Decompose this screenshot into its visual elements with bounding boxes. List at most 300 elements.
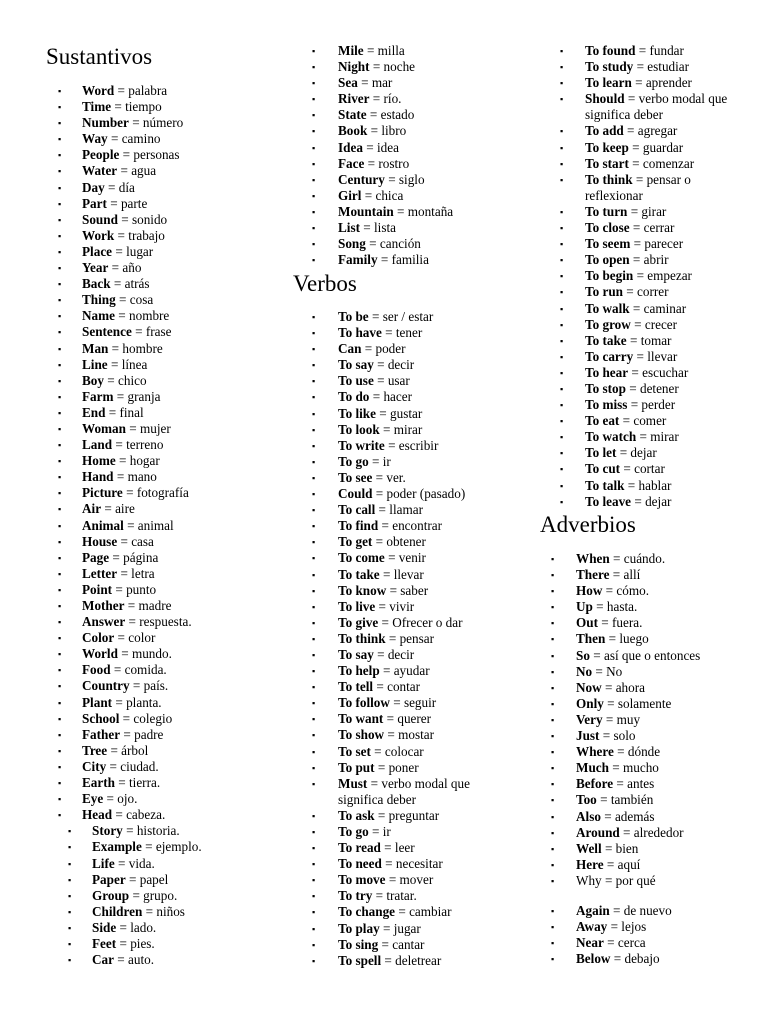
english-term: To use <box>338 373 374 389</box>
spanish-meaning: empezar <box>647 268 692 284</box>
english-term: Part <box>82 195 107 211</box>
equals-sign: = <box>625 380 640 396</box>
bullet-icon: ▪ <box>551 905 555 916</box>
vocab-entry <box>312 373 498 389</box>
spanish-meaning: montaña <box>407 203 454 219</box>
bullet-icon: ▪ <box>560 158 564 169</box>
equals-sign: = <box>607 919 622 935</box>
spanish-meaning: llevar <box>647 348 678 364</box>
bullet-icon: ▪ <box>312 408 316 419</box>
english-term: To know <box>338 582 387 598</box>
bullet-icon: ▪ <box>58 214 62 225</box>
english-term: Farm <box>82 388 114 404</box>
spanish-meaning: color <box>128 630 156 646</box>
spanish-meaning: ver. <box>386 469 406 485</box>
bullet-icon: ▪ <box>58 568 62 579</box>
vocab-entry <box>58 501 202 517</box>
bullet-icon: ▪ <box>560 287 564 298</box>
english-term: Color <box>82 630 115 646</box>
vocab-entry <box>58 163 202 179</box>
vocab-entry <box>560 268 735 284</box>
equals-sign: = <box>120 726 135 742</box>
equals-sign: = <box>368 824 383 839</box>
spanish-meaning: detener <box>639 380 679 396</box>
equals-sign: = <box>384 727 399 743</box>
spanish-meaning: dejar <box>630 445 657 461</box>
equals-sign: = <box>114 630 129 646</box>
equals-sign: = <box>610 951 625 967</box>
vocab-entry <box>58 807 202 823</box>
vocab-entry <box>560 204 735 220</box>
vocab-entry <box>551 744 700 760</box>
equals-sign: = <box>363 43 378 58</box>
vocab-entry <box>312 615 498 631</box>
equals-sign: = <box>107 131 122 147</box>
spanish-meaning: aire <box>115 501 135 517</box>
bullet-icon: ▪ <box>551 827 555 838</box>
equals-sign: = <box>380 840 395 856</box>
bullet-icon: ▪ <box>312 62 316 73</box>
vocab-entry <box>312 888 498 904</box>
bullet-icon: ▪ <box>58 230 62 241</box>
bullet-icon: ▪ <box>68 955 72 966</box>
equals-sign: = <box>112 694 127 710</box>
vocab-entry <box>312 341 498 357</box>
bullet-icon: ▪ <box>551 859 555 870</box>
spanish-meaning: cerrar <box>643 220 675 236</box>
spanish-meaning: estudiar <box>647 59 690 75</box>
english-term: To show <box>338 727 385 743</box>
spanish-meaning: siglo <box>398 171 425 187</box>
bullet-icon: ▪ <box>312 859 316 870</box>
equals-sign: = <box>596 792 611 808</box>
english-term: To talk <box>585 477 625 493</box>
equals-sign: = <box>369 389 384 405</box>
spanish-meaning: bien <box>615 840 639 856</box>
english-term: To learn <box>585 75 632 91</box>
equals-sign: = <box>368 453 383 469</box>
spanish-meaning: cómo. <box>616 583 650 599</box>
english-term: To try <box>338 888 373 904</box>
spanish-meaning: muy <box>616 711 641 727</box>
vocab-entry <box>312 840 498 856</box>
bullet-icon: ▪ <box>551 650 555 661</box>
vocab-entry <box>58 904 202 920</box>
spanish-meaning: palabra <box>128 83 168 98</box>
vocab-entry <box>58 614 202 630</box>
bullet-icon: ▪ <box>58 86 62 96</box>
english-term: To carry <box>585 348 634 364</box>
vocab-entry <box>312 921 498 937</box>
equals-sign: = <box>635 43 650 58</box>
bullet-icon: ▪ <box>312 939 316 950</box>
bullet-icon: ▪ <box>551 922 555 933</box>
equals-sign: = <box>627 397 642 413</box>
spanish-meaning: gustar <box>390 405 423 421</box>
vocab-entry <box>312 91 453 107</box>
spanish-meaning: necesitar <box>395 856 443 872</box>
vocab-entry <box>551 857 700 873</box>
bullet-icon: ▪ <box>58 729 62 740</box>
equals-sign: = <box>599 728 614 744</box>
bullet-icon: ▪ <box>551 811 555 822</box>
english-term: To follow <box>338 695 390 711</box>
bullet-icon: ▪ <box>58 279 62 290</box>
english-term: Plant <box>82 694 113 710</box>
vocab-entry <box>312 486 498 502</box>
english-term: Country <box>82 678 130 694</box>
bullet-icon: ▪ <box>68 874 72 885</box>
bullet-icon: ▪ <box>560 223 564 234</box>
equals-sign: = <box>373 357 388 373</box>
vocab-entry <box>58 341 202 357</box>
english-term: Around <box>576 824 620 840</box>
vocab-entry <box>58 405 202 421</box>
spanish-meaning: mano <box>127 469 157 485</box>
bullet-icon: ▪ <box>312 158 316 169</box>
equals-sign: = <box>109 549 124 565</box>
bullet-icon: ▪ <box>58 697 62 708</box>
equals-sign: = <box>601 679 616 695</box>
equals-sign: = <box>106 195 121 211</box>
equals-sign: = <box>367 775 382 791</box>
english-term: There <box>576 567 610 583</box>
bullet-icon: ▪ <box>312 255 316 266</box>
vocab-entry <box>560 413 735 429</box>
english-term: To ask <box>338 807 375 823</box>
vocab-entry <box>560 252 735 268</box>
spanish-meaning: letra <box>131 565 155 581</box>
equals-sign: = <box>378 936 393 952</box>
bullet-icon: ▪ <box>58 359 62 370</box>
equals-sign: = <box>107 356 122 372</box>
spanish-meaning: planta. <box>126 694 162 710</box>
vocab-entry <box>551 919 700 935</box>
equals-sign: = <box>601 840 616 856</box>
spanish-meaning: niños <box>156 903 185 919</box>
spanish-meaning: árbol <box>121 742 149 758</box>
bullet-icon: ▪ <box>312 328 316 339</box>
spanish-meaning: hablar <box>638 477 672 493</box>
equals-sign: = <box>128 115 143 131</box>
spanish-meaning: poner <box>388 759 419 775</box>
bullet-icon: ▪ <box>560 271 564 282</box>
equals-sign: = <box>108 260 123 276</box>
spanish-meaning: verbo modal que significa deber <box>585 91 728 123</box>
equals-sign: = <box>608 760 623 776</box>
english-term: Why <box>576 872 602 888</box>
spanish-meaning: colegio <box>133 710 173 726</box>
vocab-entry <box>312 695 498 711</box>
english-term: Picture <box>82 485 123 501</box>
spanish-meaning: chica <box>375 187 404 203</box>
spanish-meaning: antes <box>627 776 655 792</box>
equals-sign: = <box>129 887 144 903</box>
bullet-icon: ▪ <box>58 182 62 193</box>
spanish-meaning: leer <box>394 840 415 856</box>
bullet-icon: ▪ <box>312 489 316 500</box>
english-term: To put <box>338 759 375 775</box>
spanish-meaning: respuesta. <box>139 614 192 630</box>
vocab-entry <box>560 478 735 494</box>
vocab-entry <box>58 276 202 292</box>
english-term: Woman <box>82 420 126 436</box>
english-term: To eat <box>585 413 620 429</box>
english-term: To grow <box>585 316 631 332</box>
bullet-icon: ▪ <box>560 255 564 266</box>
equals-sign: = <box>602 583 617 599</box>
vocab-entry <box>312 140 453 156</box>
bullet-icon: ▪ <box>68 842 72 853</box>
english-term: Time <box>82 99 112 115</box>
spanish-meaning: ser / estar <box>382 309 434 324</box>
equals-sign: = <box>609 567 624 583</box>
english-term: Tree <box>82 742 108 758</box>
equals-sign: = <box>626 332 641 348</box>
bullet-icon: ▪ <box>551 714 555 725</box>
equals-sign: = <box>372 486 387 502</box>
spanish-meaning: contar <box>387 679 421 695</box>
vocab-entry <box>58 936 202 952</box>
spanish-meaning: trabajo <box>128 227 165 243</box>
equals-sign: = <box>623 123 638 139</box>
bullet-icon: ▪ <box>58 778 62 789</box>
bullet-icon: ▪ <box>551 666 555 677</box>
vocab-entry <box>560 123 735 139</box>
vocab-entry <box>312 856 498 872</box>
vocab-entry <box>58 759 202 775</box>
equals-sign: = <box>623 284 638 300</box>
spanish-meaning: año <box>122 260 142 276</box>
spanish-meaning: mostar <box>398 727 434 743</box>
equals-sign: = <box>624 477 639 493</box>
equals-sign: = <box>364 155 379 171</box>
english-term: Should <box>585 91 625 107</box>
vocab-entry <box>58 131 202 147</box>
spanish-meaning: comer <box>633 413 667 429</box>
vocab-entry <box>58 357 202 373</box>
vocab-entry <box>58 518 202 534</box>
equals-sign: = <box>103 791 118 807</box>
vocab-entry <box>551 664 700 680</box>
spanish-meaning: deletrear <box>395 952 442 968</box>
equals-sign: = <box>357 75 372 91</box>
bullet-icon: ▪ <box>312 376 316 387</box>
equals-sign: = <box>112 807 127 823</box>
vocab-entry <box>312 236 453 252</box>
spanish-meaning: tierra. <box>129 775 161 791</box>
english-term: House <box>82 533 118 549</box>
spanish-meaning: querer <box>397 711 432 727</box>
spanish-meaning: colocar <box>384 743 424 759</box>
english-term: To keep <box>585 139 629 155</box>
bullet-icon: ▪ <box>560 416 564 427</box>
equals-sign: = <box>630 236 645 252</box>
english-term: Also <box>576 808 601 824</box>
equals-sign: = <box>386 582 401 598</box>
equals-sign: = <box>142 903 157 919</box>
bullet-icon: ▪ <box>312 553 316 564</box>
english-term: To be <box>338 309 369 324</box>
vocab-entry <box>312 357 498 373</box>
section-heading-sustantivos: Sustantivos <box>46 44 153 69</box>
bullet-icon: ▪ <box>58 343 62 354</box>
bullet-icon: ▪ <box>58 552 62 563</box>
equals-sign: = <box>112 437 127 453</box>
vocab-entry <box>58 389 202 405</box>
spanish-meaning: idea <box>376 139 399 155</box>
equals-sign: = <box>125 420 140 436</box>
vocab-entry <box>551 760 700 776</box>
vocab-entry <box>551 873 700 889</box>
equals-sign: = <box>629 220 644 236</box>
spanish-meaning: punto <box>126 581 157 597</box>
equals-sign: = <box>603 856 618 872</box>
equals-sign: = <box>111 99 126 115</box>
english-term: Name <box>82 308 115 324</box>
spanish-meaning: abrir <box>643 252 669 268</box>
vocab-entry <box>58 180 202 196</box>
english-term: To open <box>585 252 630 268</box>
english-term: Just <box>576 728 600 744</box>
equals-sign: = <box>384 437 399 453</box>
bullet-icon: ▪ <box>312 778 316 789</box>
spanish-meaning: lado. <box>130 919 157 935</box>
bullet-icon: ▪ <box>312 843 316 854</box>
english-term: Children <box>92 903 143 919</box>
vocab-entry <box>551 567 700 583</box>
vocab-entry <box>58 324 202 340</box>
vocab-entry <box>58 421 202 437</box>
spanish-meaning: casa <box>131 533 154 549</box>
bullet-icon: ▪ <box>312 424 316 435</box>
equals-sign: = <box>633 59 648 75</box>
english-term: Girl <box>338 187 362 203</box>
bullet-icon: ▪ <box>312 827 316 837</box>
spanish-meaning: comenzar <box>642 155 695 171</box>
bullet-icon: ▪ <box>551 731 555 742</box>
spanish-meaning: camino <box>121 131 161 147</box>
english-term: List <box>338 220 360 236</box>
spanish-meaning: milla <box>377 43 405 58</box>
english-term: School <box>82 710 120 726</box>
equals-sign: = <box>624 91 639 107</box>
bullet-icon: ▪ <box>58 456 62 467</box>
spanish-meaning: crecer <box>644 316 678 332</box>
bullet-icon: ▪ <box>560 126 564 137</box>
equals-sign: = <box>372 534 387 550</box>
vocab-entry <box>312 107 453 123</box>
bullet-icon: ▪ <box>312 505 316 516</box>
english-term: Group <box>92 887 130 903</box>
vocab-entry <box>560 429 735 445</box>
vocab-entry <box>58 228 202 244</box>
bullet-icon: ▪ <box>560 432 564 443</box>
spanish-meaning: mujer <box>140 420 171 436</box>
english-term: To spell <box>338 952 382 968</box>
english-term: Thing <box>82 292 116 308</box>
bullet-icon: ▪ <box>312 440 316 451</box>
english-term: Home <box>82 453 116 469</box>
bullet-icon: ▪ <box>58 617 62 628</box>
english-term: To run <box>585 284 623 300</box>
english-term: To sing <box>338 936 379 952</box>
equals-sign: = <box>114 855 129 871</box>
bullet-icon: ▪ <box>551 795 555 806</box>
equals-sign: = <box>627 203 642 219</box>
bullet-icon: ▪ <box>58 649 62 660</box>
bullet-icon: ▪ <box>58 536 62 547</box>
vocab-entry <box>551 583 700 599</box>
equals-sign: = <box>631 493 646 509</box>
spanish-meaning: ojo. <box>117 791 138 807</box>
bullet-icon: ▪ <box>312 392 316 403</box>
equals-sign: = <box>374 807 389 823</box>
verb-list <box>312 309 498 969</box>
bullet-icon: ▪ <box>551 602 555 613</box>
equals-sign: = <box>367 123 382 139</box>
spanish-meaning: luego <box>619 631 649 647</box>
spanish-meaning: padre <box>134 726 164 742</box>
bullet-icon: ▪ <box>312 239 316 250</box>
equals-sign: = <box>384 171 399 187</box>
equals-sign: = <box>114 227 129 243</box>
english-term: To leave <box>585 493 632 509</box>
english-term: To watch <box>585 429 637 445</box>
bullet-icon: ▪ <box>312 875 316 886</box>
english-term: To have <box>338 325 382 341</box>
vocab-entry <box>312 711 498 727</box>
vocab-entry <box>551 551 700 567</box>
bullet-icon: ▪ <box>560 206 564 217</box>
english-term: Mother <box>82 598 125 613</box>
spanish-meaning: dejar <box>645 493 672 509</box>
spanish-meaning: llevar <box>393 566 424 582</box>
bullet-icon: ▪ <box>560 303 564 314</box>
vocab-entry <box>58 566 202 582</box>
bullet-icon: ▪ <box>312 746 316 757</box>
english-term: Water <box>82 163 118 179</box>
english-term: To read <box>338 840 381 856</box>
equals-sign: = <box>129 678 144 694</box>
vocab-entry <box>560 91 745 123</box>
equals-sign: = <box>104 179 119 195</box>
equals-sign: = <box>628 155 643 171</box>
vocab-entry <box>312 534 498 550</box>
english-term: End <box>82 404 106 420</box>
bullet-icon: ▪ <box>312 94 316 105</box>
equals-sign: = <box>117 646 132 662</box>
bullet-icon: ▪ <box>312 682 316 693</box>
vocab-entry <box>551 792 700 808</box>
bullet-icon: ▪ <box>58 584 62 595</box>
equals-sign: = <box>117 565 132 581</box>
english-term: City <box>82 758 107 774</box>
equals-sign: = <box>633 268 648 284</box>
english-term: Much <box>576 760 609 776</box>
vocab-entry <box>551 696 700 712</box>
english-term: To found <box>585 43 636 58</box>
bullet-icon: ▪ <box>551 698 555 709</box>
spanish-meaning: por qué <box>615 872 656 888</box>
english-term: Out <box>576 615 598 631</box>
english-term: Where <box>576 744 614 760</box>
vocab-entry <box>58 711 202 727</box>
equals-sign: = <box>125 614 140 630</box>
vocab-entry <box>312 454 498 470</box>
vocab-entry <box>312 309 498 325</box>
english-term: Sound <box>82 211 118 227</box>
